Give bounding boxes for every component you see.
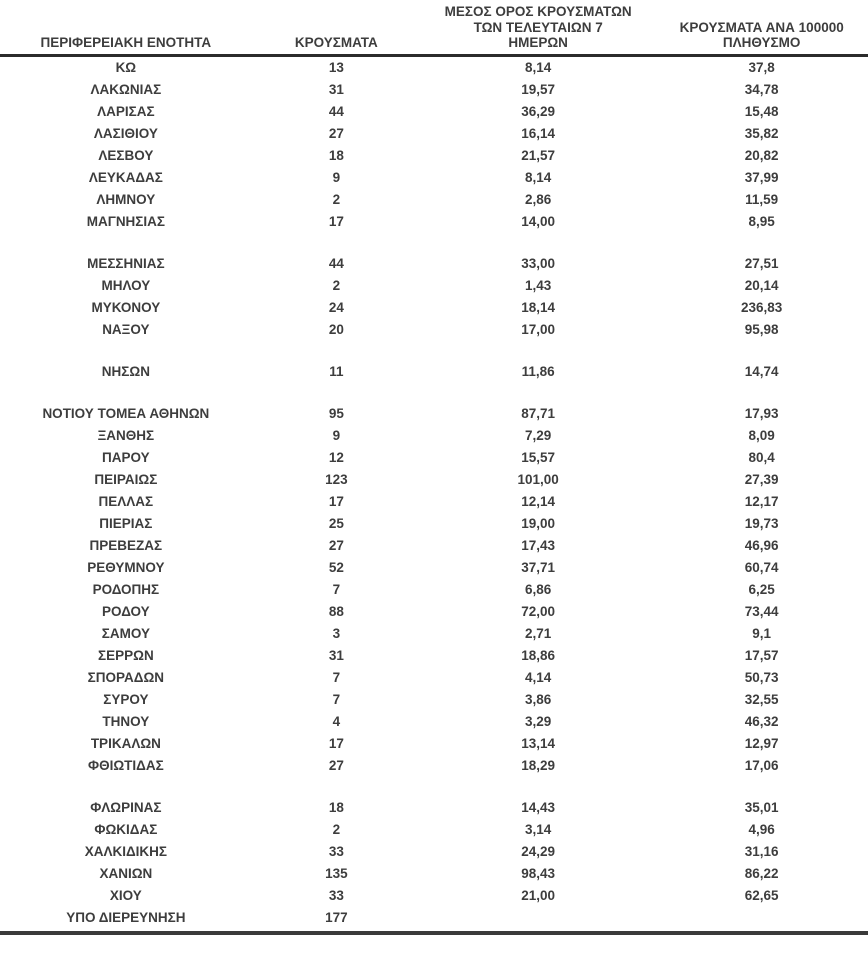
region-name-cell: ΥΠΟ ΔΙΕΡΕΥΝΗΣΗ — [0, 907, 252, 933]
region-name-cell: ΠΕΙΡΑΙΩΣ — [94, 472, 158, 487]
table-row — [0, 601, 868, 623]
table-row — [0, 101, 868, 123]
cell-avg7: 72,00 — [521, 604, 556, 619]
cell-avg7: 24,29 — [521, 844, 556, 859]
table-row — [0, 711, 868, 733]
cell-per100k: 27,39 — [744, 472, 779, 487]
table-row — [0, 797, 868, 819]
cell-per100k: 12,17 — [744, 494, 779, 509]
cell-per100k: 14,74 — [744, 364, 779, 379]
column-header-per100k: ΚΡΟΥΣΜΑΤΑ ΑΝΑ 100000 ΠΛΗΘΥΣΜΟ — [655, 0, 868, 55]
cell-avg7: 14,43 — [521, 800, 556, 815]
cell-avg7: 3,86 — [525, 692, 552, 707]
region-name-cell: ΚΩ — [115, 60, 137, 75]
cell-avg7: 6,86 — [525, 582, 552, 597]
table-row — [0, 863, 868, 885]
cell-per100k: 37,99 — [744, 170, 779, 185]
region-name-cell: ΤΗΝΟΥ — [102, 714, 150, 729]
cell-cases: 177 — [252, 907, 421, 933]
region-name-cell: ΡΟΔΟΠΗΣ — [92, 582, 160, 597]
cell-per100k: 50,73 — [744, 670, 779, 685]
cell-avg7: 33,00 — [521, 256, 556, 271]
table-row — [0, 189, 868, 211]
table-row — [0, 733, 868, 755]
cell-cases: 20 — [328, 322, 344, 337]
cell-per100k: 15,48 — [744, 104, 779, 119]
cell-per100k: 35,01 — [744, 800, 779, 815]
region-name-cell: ΝΗΣΩΝ — [101, 364, 150, 379]
cell-cases: 33 — [328, 844, 344, 859]
region-name-cell: ΛΕΣΒΟΥ — [98, 148, 154, 163]
spacer-row — [0, 233, 868, 253]
cell-avg7: 2,71 — [525, 626, 552, 641]
table-row — [0, 319, 868, 341]
cell-per100k: 17,57 — [744, 648, 779, 663]
region-name-cell: ΛΕΥΚΑΔΑΣ — [88, 170, 163, 185]
table-header — [0, 0, 868, 55]
region-name-cell: ΛΑΣΙΘΙΟΥ — [93, 126, 158, 141]
cell-avg7: 18,29 — [521, 758, 556, 773]
cell-cases: 27 — [328, 126, 344, 141]
column-header-avg7: ΜΕΣΟΣ ΟΡΟΣ ΚΡΟΥΣΜΑΤΩΝ ΤΩΝ ΤΕΛΕΥΤΑΙΩΝ 7 ΗΜΕΡΩΝ — [421, 0, 655, 55]
table-row — [0, 535, 868, 557]
table-row — [0, 145, 868, 167]
cell-per100k: 31,16 — [744, 844, 779, 859]
cell-per100k: 60,74 — [744, 560, 779, 575]
region-name-cell: ΜΑΓΝΗΣΙΑΣ — [86, 214, 166, 229]
cell-cases: 135 — [325, 866, 348, 881]
cell-per100k: 9,1 — [752, 626, 772, 641]
table-row — [0, 361, 868, 383]
region-name-cell: ΧΑΝΙΩΝ — [99, 866, 153, 881]
table-row — [0, 689, 868, 711]
cell-per100k: 20,14 — [744, 278, 779, 293]
table-row — [0, 513, 868, 535]
cell-cases: 2 — [332, 822, 341, 837]
cell-cases: 31 — [328, 82, 344, 97]
cell-avg7: 1,43 — [525, 278, 552, 293]
spacer-cell — [0, 777, 868, 797]
column-header-region: ΠΕΡΙΦΕΡΕΙΑΚΗ ΕΝΟΤΗΤΑ — [0, 0, 252, 55]
table-row — [0, 55, 868, 79]
cell-cases: 52 — [328, 560, 344, 575]
cell-per100k: 73,44 — [744, 604, 779, 619]
cell-per100k: 6,25 — [748, 582, 775, 597]
spacer-cell — [0, 233, 868, 253]
region-name-cell: ΜΗΛΟΥ — [101, 278, 151, 293]
cell-cases: 11 — [329, 364, 344, 379]
region-name-cell: ΠΡΕΒΕΖΑΣ — [89, 538, 163, 553]
cell-per100k: 37,8 — [748, 60, 775, 75]
region-name-cell: ΧΙΟΥ — [109, 888, 142, 903]
cell-per100k: 35,82 — [744, 126, 779, 141]
cell-cases: 25 — [328, 516, 344, 531]
cell-avg7: 36,29 — [521, 104, 556, 119]
cell-cases: 123 — [325, 472, 348, 487]
table-row — [0, 469, 868, 491]
cell-cases: 31 — [328, 648, 344, 663]
spacer-row — [0, 383, 868, 403]
region-name-cell: ΡΟΔΟΥ — [102, 604, 150, 619]
cell-per100k: 236,83 — [741, 300, 783, 315]
cell-avg7: 3,14 — [525, 822, 552, 837]
cell-per100k: 86,22 — [744, 866, 779, 881]
cell-avg7: 18,86 — [521, 648, 556, 663]
spacer-row — [0, 777, 868, 797]
cell-per100k: 27,51 — [744, 256, 779, 271]
table-row — [0, 885, 868, 907]
cell-cases: 7 — [332, 692, 341, 707]
cell-avg7: 12,14 — [521, 494, 556, 509]
cell-avg7 — [421, 907, 655, 933]
column-header-cases: ΚΡΟΥΣΜΑΤΑ — [252, 0, 421, 55]
cell-avg7: 17,00 — [521, 322, 556, 337]
table-row — [0, 755, 868, 777]
cell-avg7: 101,00 — [517, 472, 559, 487]
region-name-cell: ΦΛΩΡΙΝΑΣ — [90, 800, 162, 815]
cell-cases: 17 — [328, 214, 344, 229]
table-row — [0, 79, 868, 101]
table-row — [0, 819, 868, 841]
cell-cases: 18 — [328, 148, 344, 163]
cell-per100k: 19,73 — [744, 516, 779, 531]
cell-per100k: 17,06 — [744, 758, 779, 773]
region-name-cell: ΝΟΤΙΟΥ ΤΟΜΕΑ ΑΘΗΝΩΝ — [42, 406, 210, 421]
cell-per100k: 12,97 — [744, 736, 779, 751]
table-row — [0, 557, 868, 579]
cell-per100k: 46,96 — [744, 538, 779, 553]
cell-cases: 2 — [332, 278, 341, 293]
cell-per100k: 62,65 — [744, 888, 779, 903]
region-name-cell: ΠΙΕΡΙΑΣ — [99, 516, 153, 531]
cell-per100k: 4,96 — [748, 822, 775, 837]
cell-avg7: 16,14 — [521, 126, 556, 141]
region-name-cell: ΦΘΙΩΤΙΔΑΣ — [88, 758, 164, 773]
cell-cases: 88 — [328, 604, 344, 619]
cell-avg7: 21,57 — [521, 148, 556, 163]
region-name-cell: ΠΕΛΛΑΣ — [98, 494, 154, 509]
cell-avg7: 13,14 — [521, 736, 556, 751]
cell-cases: 17 — [328, 736, 344, 751]
region-name-cell: ΣΕΡΡΩΝ — [98, 648, 154, 663]
cell-cases: 3 — [332, 626, 341, 641]
region-name-cell: ΛΑΚΩΝΙΑΣ — [90, 82, 162, 97]
cell-cases: 12 — [328, 450, 344, 465]
cell-cases: 95 — [328, 406, 344, 421]
cell-cases: 7 — [332, 670, 341, 685]
table-row — [0, 123, 868, 145]
cell-cases: 44 — [328, 104, 344, 119]
cell-per100k: 17,93 — [744, 406, 779, 421]
cell-cases: 27 — [328, 758, 344, 773]
cell-per100k: 20,82 — [744, 148, 779, 163]
cell-avg7: 8,14 — [525, 170, 552, 185]
table-row — [0, 667, 868, 689]
cell-avg7: 19,57 — [521, 82, 556, 97]
table-row — [0, 623, 868, 645]
region-name-cell: ΞΑΝΘΗΣ — [97, 428, 155, 443]
cell-per100k — [655, 907, 868, 933]
cell-cases: 17 — [328, 494, 344, 509]
table-row — [0, 447, 868, 469]
cell-avg7: 11,86 — [521, 364, 555, 379]
cell-cases: 13 — [328, 60, 344, 75]
table-row — [0, 579, 868, 601]
cell-avg7: 19,00 — [521, 516, 556, 531]
region-name-cell: ΦΩΚΙΔΑΣ — [94, 822, 158, 837]
cell-per100k: 32,55 — [744, 692, 779, 707]
spacer-cell — [0, 383, 868, 403]
cell-per100k: 11,59 — [745, 192, 779, 207]
region-name-cell: ΣΠΟΡΑΔΩΝ — [87, 670, 165, 685]
table-row — [0, 275, 868, 297]
spacer-cell — [0, 341, 868, 361]
region-name-cell: ΛΗΜΝΟΥ — [96, 192, 156, 207]
region-name-cell: ΛΑΡΙΣΑΣ — [97, 104, 155, 119]
cell-avg7: 21,00 — [521, 888, 556, 903]
region-name-cell: ΣΥΡΟΥ — [103, 692, 149, 707]
cell-per100k: 8,95 — [748, 214, 775, 229]
table-row — [0, 297, 868, 319]
table-body — [0, 55, 868, 933]
table-row — [0, 425, 868, 447]
cell-cases: 7 — [332, 582, 341, 597]
cell-avg7: 3,29 — [525, 714, 552, 729]
region-name-cell: ΡΕΘΥΜΝΟΥ — [87, 560, 165, 575]
region-name-cell: ΠΑΡΟΥ — [102, 450, 150, 465]
cell-cases: 9 — [332, 428, 341, 443]
region-name-cell: ΣΑΜΟΥ — [101, 626, 150, 641]
cell-avg7: 37,71 — [521, 560, 556, 575]
table-row — [0, 645, 868, 667]
region-name-cell: ΜΕΣΣΗΝΙΑΣ — [87, 256, 165, 271]
region-name-cell: ΝΑΞΟΥ — [102, 322, 150, 337]
cell-cases: 27 — [328, 538, 344, 553]
cell-avg7: 4,14 — [525, 670, 552, 685]
table-row — [0, 841, 868, 863]
table-row — [0, 211, 868, 233]
cell-cases: 4 — [332, 714, 341, 729]
cell-avg7: 2,86 — [525, 192, 552, 207]
cell-avg7: 87,71 — [521, 406, 556, 421]
cell-avg7: 15,57 — [521, 450, 556, 465]
table-row — [0, 491, 868, 513]
cell-per100k: 95,98 — [744, 322, 779, 337]
cell-per100k: 8,09 — [748, 428, 775, 443]
region-name-cell: ΜΥΚΟΝΟΥ — [91, 300, 161, 315]
table-row — [0, 253, 868, 275]
cell-cases: 33 — [328, 888, 344, 903]
cell-avg7: 98,43 — [521, 866, 556, 881]
cell-per100k: 80,4 — [748, 450, 775, 465]
region-name-cell: ΧΑΛΚΙΔΙΚΗΣ — [84, 844, 168, 859]
table-row — [0, 403, 868, 425]
cell-avg7: 7,29 — [525, 428, 552, 443]
table-row — [0, 167, 868, 189]
cell-cases: 24 — [328, 300, 344, 315]
cell-cases: 2 — [332, 192, 341, 207]
header-row — [0, 0, 868, 55]
cell-cases: 9 — [332, 170, 341, 185]
cell-cases: 44 — [328, 256, 344, 271]
cell-avg7: 17,43 — [521, 538, 556, 553]
table-row — [0, 907, 868, 933]
cell-cases: 18 — [328, 800, 344, 815]
cell-per100k: 34,78 — [744, 82, 779, 97]
cell-avg7: 8,14 — [525, 60, 552, 75]
region-name-cell: ΤΡΙΚΑΛΩΝ — [90, 736, 161, 751]
cell-avg7: 18,14 — [521, 300, 556, 315]
cell-avg7: 14,00 — [521, 214, 556, 229]
cell-per100k: 46,32 — [744, 714, 779, 729]
spacer-row — [0, 341, 868, 361]
